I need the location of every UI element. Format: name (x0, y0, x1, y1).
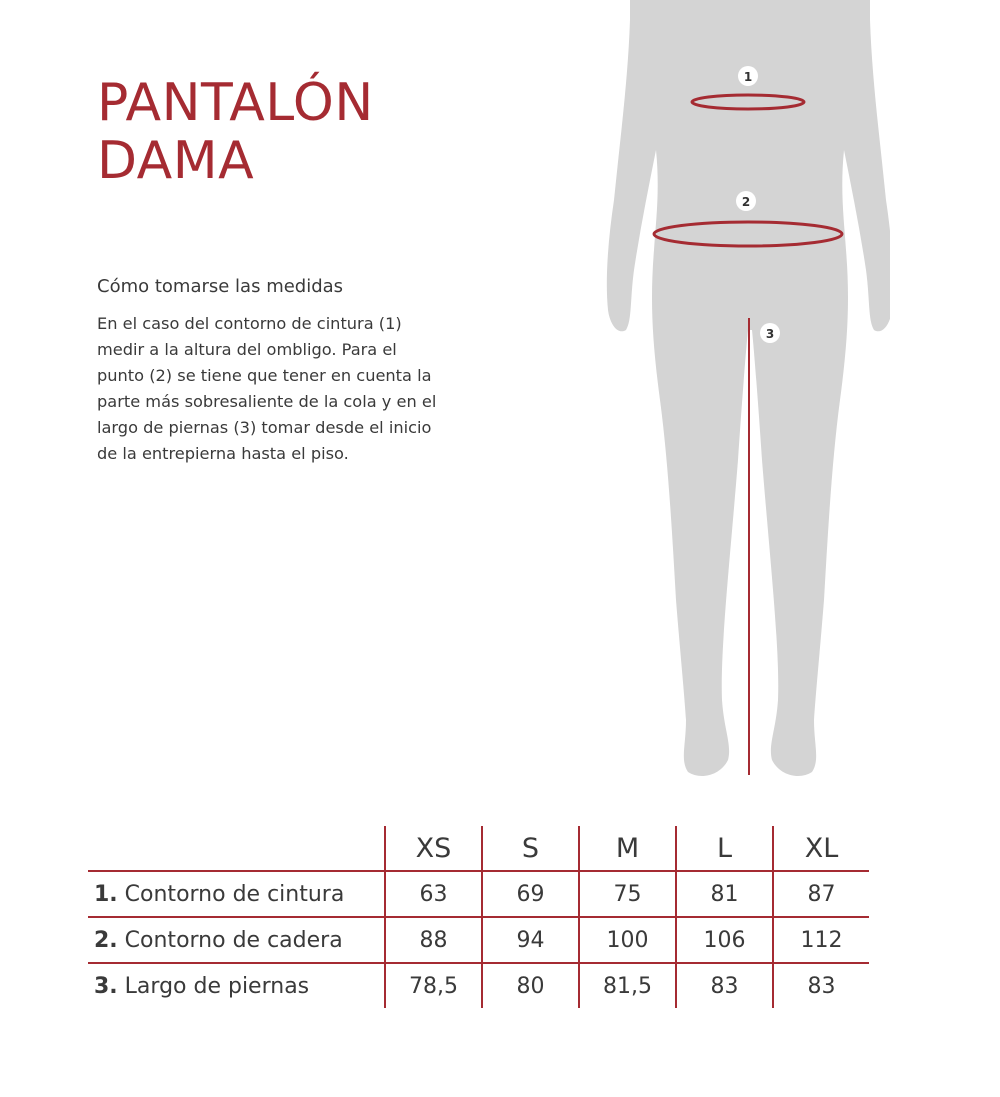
row-number: 3. (94, 973, 118, 999)
table-corner (88, 826, 385, 871)
page-title (97, 74, 374, 190)
size-header: XS (385, 826, 482, 871)
table-cell: 100 (579, 917, 676, 963)
row-number: 2. (94, 927, 118, 953)
table-row (88, 871, 869, 917)
size-header: M (579, 826, 676, 871)
table-cell: 83 (676, 963, 773, 1008)
size-header: L (676, 826, 773, 871)
table-row (88, 917, 869, 963)
howto-instructions (97, 311, 497, 467)
row-number: 1. (94, 881, 118, 907)
size-header: XL (773, 826, 869, 871)
title-line-2: DAMA (97, 131, 255, 191)
table-cell: 81 (676, 871, 773, 917)
row-label-text: Contorno de cintura (124, 881, 345, 907)
howto-line: En el caso del contorno de cintura (1) (97, 314, 402, 333)
table-cell: 80 (482, 963, 579, 1008)
table-cell: 112 (773, 917, 869, 963)
marker-2-label: 2 (741, 195, 751, 209)
size-header: S (482, 826, 579, 871)
howto-line: parte más sobresaliente de la cola y en el (97, 392, 437, 411)
table-cell: 63 (385, 871, 482, 917)
marker-1-label: 1 (743, 70, 753, 84)
body-figure (590, 0, 890, 790)
row-label (88, 917, 385, 963)
howto-line: de la entrepierna hasta el piso. (97, 444, 349, 463)
howto-line: punto (2) se tiene que tener en cuenta la (97, 366, 432, 385)
table-cell: 106 (676, 917, 773, 963)
title-line-1: PANTALÓN (97, 73, 374, 133)
table-cell: 78,5 (385, 963, 482, 1008)
howto-line: medir a la altura del ombligo. Para el (97, 340, 397, 359)
row-label (88, 871, 385, 917)
row-label-text: Contorno de cadera (124, 927, 343, 953)
size-chart-table (88, 826, 869, 1008)
table-cell: 87 (773, 871, 869, 917)
table-cell: 69 (482, 871, 579, 917)
table-cell: 88 (385, 917, 482, 963)
marker-3-label: 3 (765, 327, 775, 341)
howto-heading: Cómo tomarse las medidas (97, 276, 344, 297)
table-cell: 83 (773, 963, 869, 1008)
table-cell: 81,5 (579, 963, 676, 1008)
row-label (88, 963, 385, 1008)
body-silhouette-illustration (590, 0, 890, 790)
size-header-row (88, 826, 869, 871)
howto-line: largo de piernas (3) tomar desde el inicio (97, 418, 432, 437)
table-cell: 75 (579, 871, 676, 917)
table-cell: 94 (482, 917, 579, 963)
table-row (88, 963, 869, 1008)
row-label-text: Largo de piernas (124, 973, 310, 999)
